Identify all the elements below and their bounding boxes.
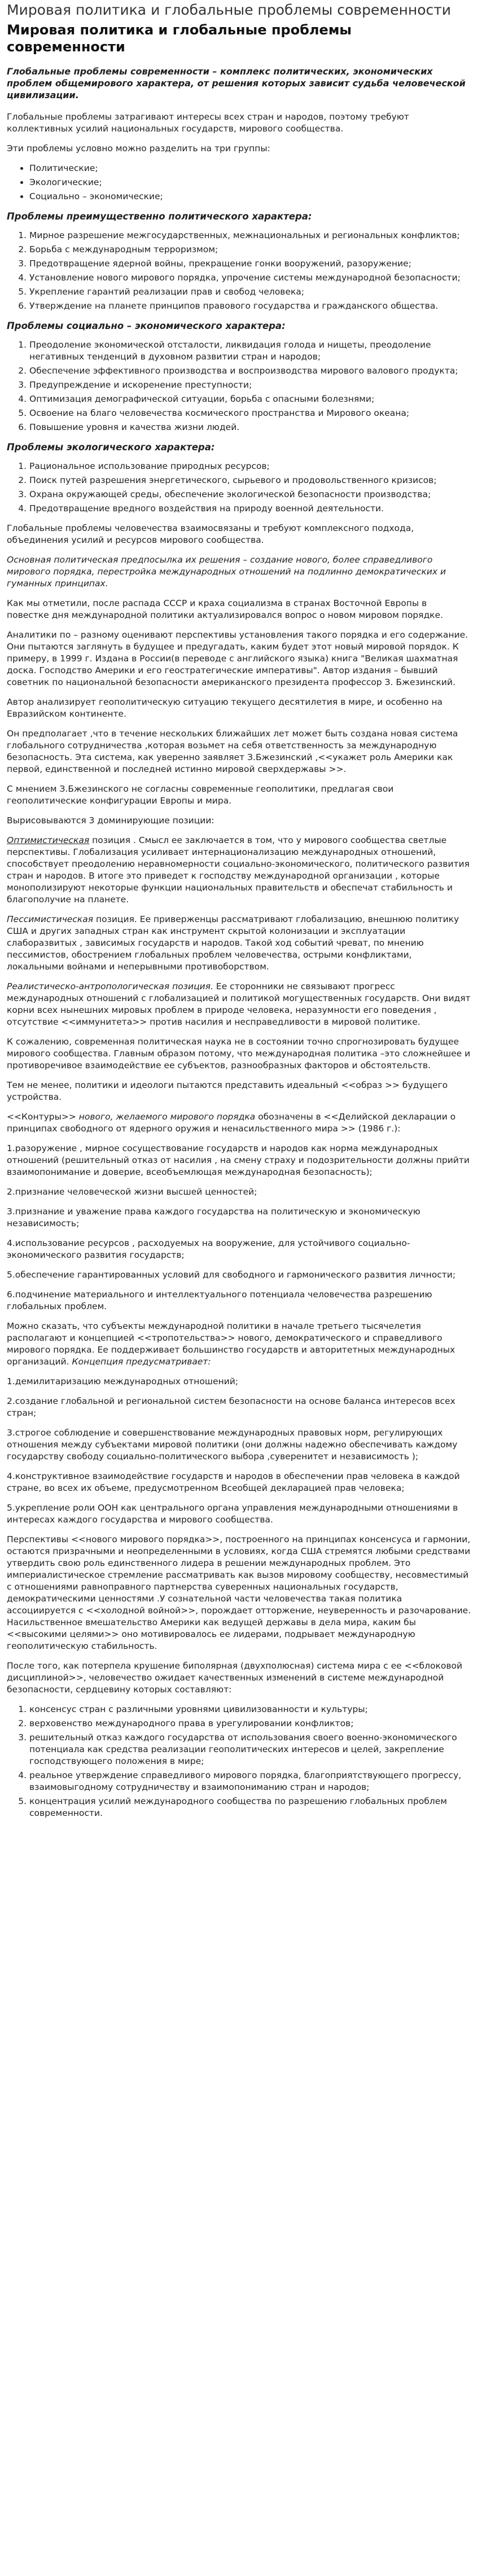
emphasis: Концепция предусматривает: (72, 1357, 211, 1367)
paragraph (7, 981, 471, 1028)
lead-paragraph: Глобальные проблемы современности – комплекс политических, экономических проблем общемирового характера, от решения которых зависит судьба человеческой цивилизации. (7, 66, 466, 100)
section-heading-eco: Проблемы экологического характера: (7, 442, 215, 453)
list-item: 5. Освоение на благо человечества космического пространства и Мирового океана; (29, 407, 471, 419)
list-item: • Экологические; (29, 177, 471, 188)
list-item: 4. Предотвращение вредного воздействия на природу военной деятельности. (29, 503, 471, 515)
concept-item: 2.создание глобальной и региональной систем безопасности на основе баланса интересов всех стран; (7, 1396, 455, 1418)
paragraph: Глобальные проблемы затрагивают интересы всех стран и народов, поэтому требуют коллективных усилий национальных государств, мирового сообщества. (7, 112, 409, 134)
paragraph (7, 1320, 471, 1368)
paragraph-text: позиция. Ее приверженцы рассматривают глобализацию, внешнюю политику США и других западных стран как инструмент скрытой колонизации и эксплуатации слаборазвитых , зависимых государств и народов. Такой ход событий чреват, по мнению пессимистов, обострением глобальных проблем человечества, острыми конфликтами, локальными войнами и неперывными противоборством. (7, 914, 459, 972)
paragraph (7, 835, 471, 906)
list-item: • Политические; (29, 163, 471, 174)
paragraph: Эти проблемы условно можно разделить на три группы: (7, 143, 270, 153)
paragraph: Перспективы <<нового мирового порядка>>, построенного на принципах консенсуса и гармонии, остаются призрачными и неопределенными в условиях, когда США стремятся любыми средствами утвердить свою роль единственного лидера в решении международных проблем. Это империалистическое стремление рассматривать как вызов мировому сообществу, несовместимый с отношениями равноправного партнерства суверенных национальных государств, демократическими ценностями .У сознательной части человечества такая политика ассоциируется с <<холодной войной>>, порождает отторжение, неуверенность и разочарование. Насильственное вмешательство Америки как ведущей державы в дела мира, каким бы <<высокими целями>> оно мотивировалось ее лидерами, подрывает международную геополитическую стабильность. (7, 1534, 471, 1651)
list-item: 1. Мирное разрешение межгосударственных, межнациональных и региональных конфликтов; (29, 230, 471, 242)
emphasis: нового, желаемого мирового порядка (78, 1112, 256, 1122)
paragraph: Автор анализирует геополитическую ситуацию текущего десятилетия в мире, и особенно на Евразийском континенте. (7, 697, 443, 719)
site-title: Мировая политика и глобальные проблемы современности (7, 2, 451, 18)
eco-list (7, 460, 471, 515)
position-label: Реалистическо-антропологическая позиция. (7, 981, 213, 991)
position-label: Оптимистическая (7, 835, 90, 845)
list-item: 2. Борьба с международным терроризмом; (29, 244, 471, 256)
list-item: 4. Оптимизация демографической ситуации, борьба с опасными болезнями; (29, 393, 471, 405)
paragraph-text: обозначены в <<Делийской декларации о принципах свободного от ядерного оружия и ненасильственного мира >> (1986 г.): (7, 1112, 456, 1134)
paragraph-text: <<Контуры>> (7, 1112, 79, 1122)
position-label: Пессимистическая (7, 914, 94, 924)
paragraph: Основная политическая предпосылка их решения – создание нового, более справедливого мирового порядка, перестройка международных отношений на подлинно демократических и гуманных принципах. (7, 555, 446, 589)
social-list (7, 339, 471, 433)
list-item: 3. Предупреждение и искоренение преступности; (29, 379, 471, 391)
list-item: 3. решительный отказ каждого государства от использования своего военно-экономического потенциала как средства реализации геополитических интересов и целей, закрепление господствующего положения в мире; (29, 1732, 471, 1767)
list-item: 4. Установление нового мирового порядка, упрочение системы международной безопасности; (29, 272, 471, 284)
paragraph: К сожалению, современная политическая наука не в состоянии точно спрогнозировать будущее мирового сообщества. Главным образом потому, что международная политика –это сложнейшее и противоречивое взаимодействие ее субъектов, разнообразных факторов и обстоятельств. (7, 1037, 471, 1070)
declaration-item: 3.признание и уважение права каждого государства на политическую и экономическую независимость; (7, 1206, 420, 1228)
section-heading-political: Проблемы преимущественно политического характера: (7, 211, 312, 222)
groups-list (7, 163, 471, 203)
declaration-item: 1.разоружение , мирное сосуществование государств и народов как норма международных отношений (решительный отказ от насилия , на смену страху и подозрительности должны прийти взаимопонимание и доверие, всеобъемлющая международная безопасность); (7, 1143, 470, 1177)
declaration-item: 2.признание человеческой жизни высшей ценностей; (7, 1187, 257, 1197)
declaration-item: 5.обеспечение гарантированных условий для свободного и гармонического развития личности; (7, 1270, 456, 1280)
list-item: 2. верховенство международного права в урегулировании конфликтов; (29, 1718, 471, 1730)
paragraph-text: Ее сторонники не связывают прогресс международных отношений с глобализацией и политикой могущественных государств. Они видят корни всех нынешних мировых проблем в природе человека, неразумности его поведения , отсутствие <<иммунитета>> против насилия и несправедливости в мировой политике. (7, 981, 471, 1027)
list-item: 5. концентрация усилий международного сообщества по разрешению глобальных проблем современности. (29, 1796, 471, 1819)
concept-item: 3.строгое соблюдение и совершенствование международных правовых норм, регулирующих отношения между субъектами мировой политики (они должны надежно обеспечивать каждому государству свободу социально-политического выбора ,суверенитет и независимость ); (7, 1428, 458, 1462)
declaration-item: 4.использование ресурсов , расходуемых на вооружение, для устойчивого социально-экономического развития государств; (7, 1238, 410, 1260)
list-item: 2. Обеспечение эффективного производства и воспроизводства мирового валового продукта; (29, 365, 471, 377)
security-list (7, 1704, 471, 1819)
paragraph: Аналитики по – разному оценивают перспективы установления такого порядка и его содержание. Они пытаются заглянуть в будущее и предугадать, каким будет этот новый мировой порядок. К примеру, в 1999 г. Издана в России(в переводе с английского языка) книга "Великая шахматная доска. Господство Америки и его геостратегические императивы". Автор издания – бывший советник по национальной безопасности американского президента профессор З. Бжезинский. (7, 630, 468, 687)
list-item: 3. Предотвращение ядерной войны, прекращение гонки вооружений, разоружение; (29, 258, 471, 270)
list-item: 6. Повышение уровня и качества жизни людей. (29, 422, 471, 433)
list-item: • Социально – экономические; (29, 191, 471, 203)
list-item: 1. Преодоление экономической отсталости, ликвидация голода и нищеты, преодоление негативных тенденций в духовном развитии стран и народов; (29, 339, 471, 363)
paragraph: С мнением З.Бжезинского не согласны современные геополитики, предлагая свои геополитические конфигурации Европы и мира. (7, 784, 394, 806)
list-item: 6. Утверждение на планете принципов правового государства и гражданского общества. (29, 300, 471, 312)
concept-item: 4.конструктивное взаимодействие государств и народов в обеспечении прав человека в каждой стране, во всех их объеме, предусмотренном Всеобщей декларацией прав человека; (7, 1471, 460, 1493)
concept-item: 5.укрепление роли ООН как центрального органа управления международными отношениями в интересах каждого государства и мирового сообщества. (7, 1503, 458, 1525)
list-item: 1. Рациональное использование природных ресурсов; (29, 460, 471, 472)
paragraph: Глобальные проблемы человечества взаимосвязаны и требуют комплексного подхода, объединения усилий и ресурсов мирового сообщества. (7, 523, 414, 545)
list-item: 1. консенсус стран с различными уровнями цивилизованности и культуры; (29, 1704, 471, 1715)
paragraph: Вырисовываются 3 доминирующие позиции: (7, 815, 214, 826)
list-item: 2. Поиск путей разрешения энергетического, сырьевого и продовольственного кризисов; (29, 475, 471, 486)
political-list (7, 230, 471, 312)
paragraph (7, 1111, 471, 1135)
paragraph (7, 914, 471, 973)
paragraph: Тем не менее, политики и идеологи пытаются представить идеальный <<образ >> будущего устройства. (7, 1080, 448, 1102)
paragraph: Как мы отметили, после распада СССР и краха социализма в странах Восточной Европы в повестке дня международной политики актуализировался вопрос о новом мировом порядке. (7, 598, 444, 620)
article-title: Мировая политика и глобальные проблемы современности (7, 22, 352, 55)
paragraph: Он предполагает ,что в течение нескольких ближайших лет может быть создана новая система глобального сотрудничества ,которая возьмет на себя ответственность за международную безопасность. Эта система, как уверенно заявляет З.Бжезинский ,<<укажет роль Америки как первой, единственной и последней истинно мировой сверхдержавы >>. (7, 729, 458, 774)
section-heading-social: Проблемы социально – экономического характера: (7, 321, 286, 331)
paragraph-text: позиция . Смысл ее заключается в том, что у мирового сообщества светлые перспективы. Глобализация усиливает интернационализацию международных отношений, способствует преодолению неравномерности социально-экономического, политического развития стран и народов. В итоге это приведет к господству международной организации , которые монополизируют некоторые функции национальных правительств и обеспечат стабильность и благополучие на планете. (7, 835, 470, 905)
paragraph: После того, как потерпела крушение биполярная (двухполюсная) система мира с ее <<блоковой дисциплиной>>, человечество ожидает качественных изменений в системе международной безопасности, сердцевину которых составляют: (7, 1661, 463, 1695)
list-item: 5. Укрепление гарантий реализации прав и свобод человека; (29, 286, 471, 298)
concept-item: 1.демилитаризацию международных отношений; (7, 1376, 239, 1386)
list-item: 3. Охрана окружающей среды, обеспечение экологической безопасности производства; (29, 489, 471, 501)
list-item: 4. реальное утверждение справедливого мирового порядка, благоприятствующего прогрессу, взаимовыгодному сотрудничеству и взаимопониманию стран и народов; (29, 1770, 471, 1793)
paragraph-text: Можно сказать, что субъекты международной политики в начале третьего тысячелетия располагают и концепцией <<тропотельства>> нового, демократического и справедливого мирового порядка. Ее поддерживает большинство государств и авторитетных международных организаций. (7, 1321, 455, 1367)
declaration-item: 6.подчинение материального и интеллектуального потенциала человечества разрешению глобальных проблем. (7, 1289, 432, 1311)
